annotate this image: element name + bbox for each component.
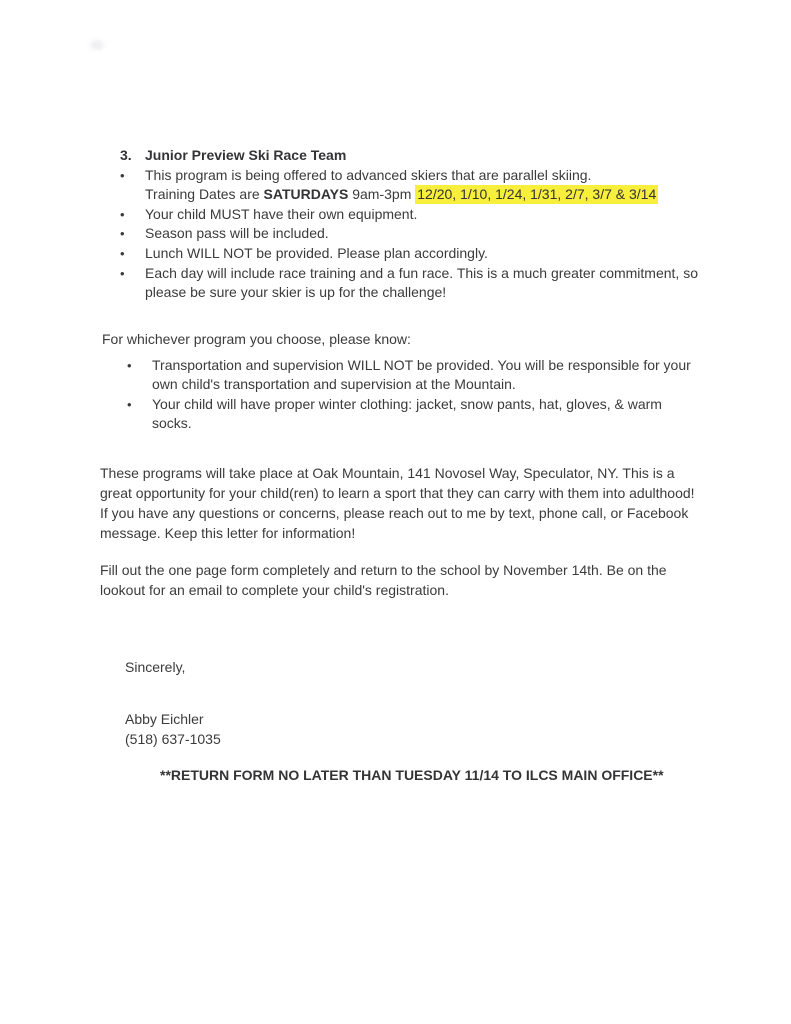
program-bullet-4 (120, 244, 716, 264)
scan-artifact-smudge (90, 40, 104, 50)
location-paragraph: These programs will take place at Oak Mountain, 141 Novosel Way, Speculator, NY. This is a great opportunity for your child(ren) to learn a sport that they can carry with them into adulthood! If you have any questions or concerns, please reach out to me by text, phone call, or Facebook message. Keep this letter for information! (100, 465, 695, 541)
bullet-1-line-1: This program is being offered to advanced skiers that are parallel skiing. (145, 166, 592, 183)
program-bullet-2-text: Your child MUST have their own equipment. (145, 205, 418, 222)
bullet-icon: • (127, 396, 132, 412)
general-bullet-1-text: Transportation and supervision WILL NOT be provided. You will be responsible for your own child's transportation and supervision at the Mountain. (152, 356, 691, 393)
closing-line: Sincerely, (125, 659, 186, 675)
training-dates-prefix: Training Dates are (145, 186, 264, 203)
highlighted-dates: 12/20, 1/10, 1/24, 1/31, 2/7, 3/7 & 3/14 (417, 186, 657, 203)
program-bullet-1-text (145, 166, 716, 205)
bullet-icon: • (120, 226, 125, 242)
program-bullet-5-text: Each day will include race training and a fun race. This is a much greater commitment, so please be sure your skier is up for the challenge! (145, 264, 698, 301)
signature-phone: (518) 637-1035 (125, 730, 221, 747)
program-title-row (120, 146, 716, 166)
bullet-icon: • (120, 265, 125, 281)
program-bullet-3 (120, 224, 716, 244)
general-info-intro: For whichever program you choose, please know: (102, 331, 411, 347)
signature-block (125, 710, 221, 749)
form-instructions-paragraph: Fill out the one page form completely and return to the school by November 14th. Be on the lookout for an email to complete your child's registration. (100, 562, 667, 598)
program-bullet-5 (120, 264, 716, 303)
bullet-icon: • (120, 167, 125, 183)
general-bullet-1 (127, 356, 706, 395)
bullet-1-line-2 (145, 185, 658, 204)
training-dates-time: 9am-3pm (348, 186, 416, 203)
return-form-notice: **RETURN FORM NO LATER THAN TUESDAY 11/14 TO ILCS MAIN OFFICE** (160, 767, 664, 783)
program-bullet-4-text: Lunch WILL NOT be provided. Please plan accordingly. (145, 244, 488, 261)
signature-name: Abby Eichler (125, 711, 204, 727)
general-info-section (102, 330, 706, 434)
general-bullet-2 (127, 395, 706, 434)
general-info-bullets (102, 356, 706, 434)
program-title: Junior Preview Ski Race Team (145, 147, 347, 163)
general-bullet-2-text: Your child will have proper winter clothing: jacket, snow pants, hat, gloves, & warm socks. (152, 395, 662, 432)
program-section (120, 146, 716, 303)
program-bullet-1 (120, 166, 716, 205)
bullet-icon: • (120, 245, 125, 261)
program-bullet-2 (120, 205, 716, 225)
training-dates-day: SATURDAYS (263, 186, 349, 203)
program-number: 3. (120, 147, 132, 163)
bullet-icon: • (120, 206, 125, 222)
program-bullet-3-text: Season pass will be included. (145, 225, 329, 242)
bullet-icon: • (127, 357, 132, 373)
